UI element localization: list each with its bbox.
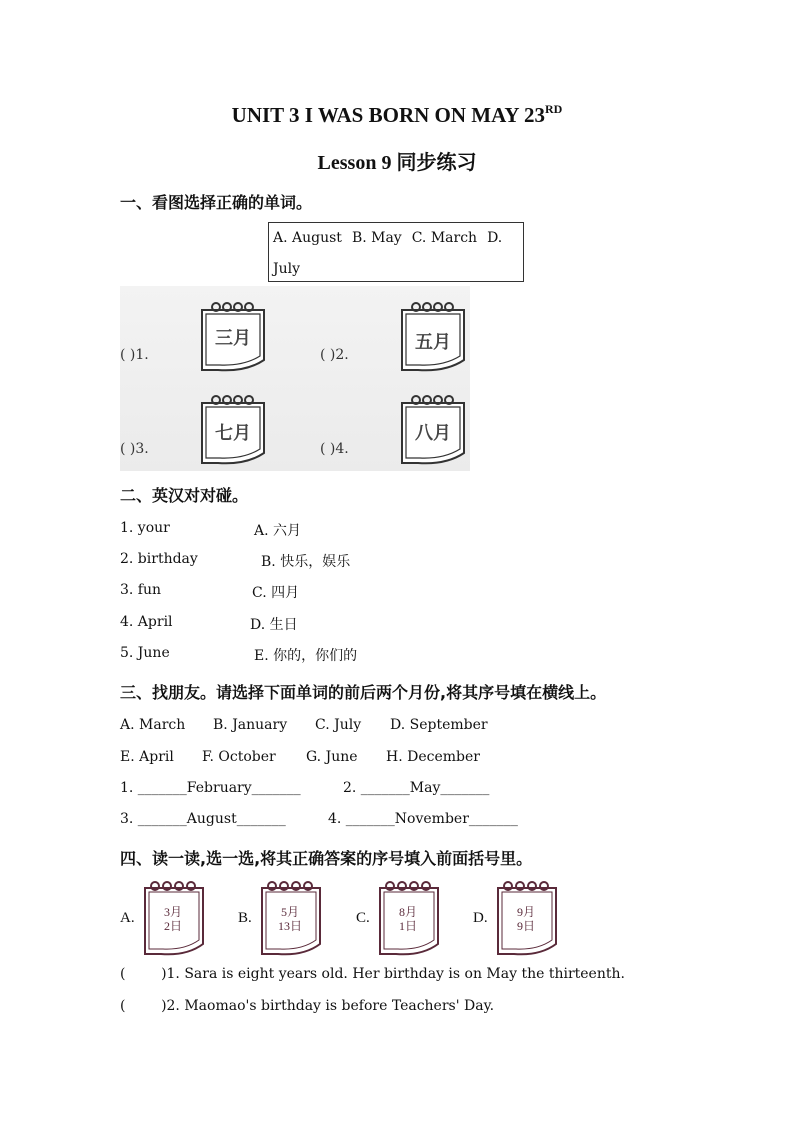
date-month: 8月 [398, 905, 417, 919]
option-label: B. [238, 910, 252, 926]
calendar-month: 七月 [215, 423, 251, 444]
date-day: 2日 [163, 919, 182, 933]
option-a: A. August [273, 230, 342, 246]
item1-paren: ( )1. [120, 347, 149, 363]
month-option: C. July [315, 717, 362, 733]
match-right: A. 六月 [254, 523, 302, 539]
match-left: 2. birthday [120, 551, 198, 567]
calendar-icon [196, 393, 270, 467]
fill-blank: 3. _______August_______ [120, 811, 286, 827]
match-right: B. 快乐，娱乐 [261, 554, 351, 570]
word-options-box [268, 222, 524, 282]
month-option: B. January [213, 717, 288, 733]
date-calendar-icon [494, 880, 564, 958]
match-right: C. 四月 [252, 585, 300, 601]
calendar-month: 八月 [415, 423, 451, 444]
month-option: A. March [120, 717, 186, 733]
date-day: 13日 [277, 919, 302, 933]
date-calendar-icon [258, 880, 328, 958]
match-left: 4. April [120, 614, 173, 630]
date-month: 5月 [280, 905, 299, 919]
option-d: D. [487, 230, 503, 246]
item3-paren: ( )3. [120, 441, 149, 457]
date-day: 9日 [516, 919, 535, 933]
month-option: F. October [202, 749, 276, 765]
section4-heading: 四、读一读,选一选,将其正确答案的序号填入前面括号里。 [120, 849, 533, 868]
calendar-month: 三月 [215, 328, 251, 349]
option-c: C. March [411, 230, 478, 246]
item4-paren: ( )4. [320, 441, 349, 457]
match-left: 1. your [120, 520, 170, 536]
item2-paren: ( )2. [320, 347, 349, 363]
month-option: D. September [390, 717, 488, 733]
fill-blank: 1. _______February_______ [120, 780, 301, 796]
date-calendar-icon [141, 880, 211, 958]
date-calendar-icon [376, 880, 446, 958]
calendar-month: 五月 [415, 332, 451, 353]
option-label: A. [120, 910, 135, 926]
match-left: 3. fun [120, 582, 162, 598]
month-option: E. April [120, 749, 174, 765]
fill-blank: 4. _______November_______ [328, 811, 518, 827]
calendar-icon [396, 300, 470, 374]
match-right: E. 你的，你们的 [254, 648, 358, 664]
lesson-title: Lesson 9 同步练习 [317, 152, 477, 174]
calendar-icon [196, 300, 270, 374]
month-option: G. June [306, 749, 358, 765]
fill-blank: 2. _______May_______ [343, 780, 490, 796]
option-d-word: July [273, 261, 301, 277]
option-b: B. May [351, 230, 402, 246]
unit-title: UNIT 3 I WAS BORN ON MAY 23RD [231, 102, 563, 127]
match-left: 5. June [120, 645, 170, 661]
date-day: 1日 [398, 919, 417, 933]
option-label: C. [356, 910, 370, 926]
option-label: D. [473, 910, 488, 926]
title-superscript: RD [544, 102, 563, 116]
date-month: 9月 [516, 905, 535, 919]
section3-heading: 三、找朋友。请选择下面单词的前后两个月份,将其序号填在横线上。 [120, 683, 607, 702]
calendar-icon [396, 393, 470, 467]
question: ( )2. Maomao's birthday is before Teachers' Day. [120, 998, 495, 1014]
section2-heading: 二、英汉对对碰。 [120, 486, 249, 505]
section1-heading: 一、看图选择正确的单词。 [120, 193, 313, 212]
month-option: H. December [386, 749, 480, 765]
question: ( )1. Sara is eight years old. Her birthday is on May the thirteenth. [120, 966, 625, 982]
date-month: 3月 [163, 905, 182, 919]
match-right: D. 生日 [250, 617, 298, 633]
